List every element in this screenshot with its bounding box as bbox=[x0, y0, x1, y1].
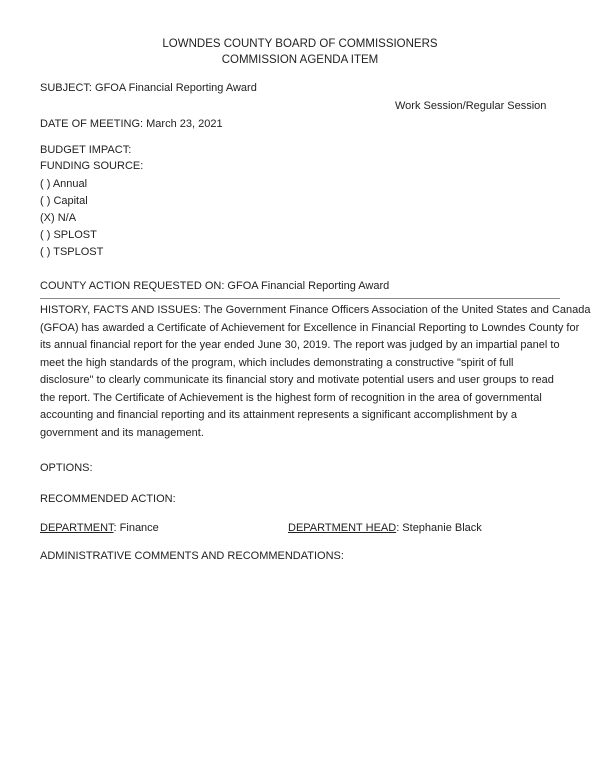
history-line: government and its management. bbox=[40, 426, 204, 439]
admin-comments-label: ADMINISTRATIVE COMMENTS AND RECOMMENDATIONS: bbox=[40, 550, 344, 562]
history-line: (GFOA) has awarded a Certificate of Achievement for Excellence in Financial Reporting to Lowndes County for bbox=[40, 321, 580, 334]
history-line: its annual financial report for the year ended June 30, 2019. The report was judged by an impartial panel to bbox=[40, 339, 560, 351]
subject: SUBJECT: GFOA Financial Reporting Award bbox=[40, 82, 257, 94]
history-line: disclosure" to clearly communicate its financial story and motivate potential users and user groups to read bbox=[40, 374, 554, 386]
divider bbox=[40, 298, 560, 299]
board-title: LOWNDES COUNTY BOARD OF COMMISSIONERS bbox=[162, 38, 438, 50]
meeting-date: DATE OF MEETING: March 23, 2021 bbox=[40, 118, 223, 130]
department-head-label: DEPARTMENT HEAD bbox=[288, 522, 397, 534]
funding-option-na: (X) N/A bbox=[40, 212, 77, 224]
history-line: the report. The Certificate of Achievement is the highest form of recognition in the area of governmental bbox=[40, 391, 542, 404]
department-head bbox=[288, 521, 482, 535]
options-label: OPTIONS: bbox=[40, 462, 93, 474]
funding-option-tsplost: ( ) TSPLOST bbox=[40, 246, 104, 258]
funding-option-capital: ( ) Capital bbox=[40, 195, 88, 207]
funding-option-annual: ( ) Annual bbox=[40, 178, 88, 190]
history-line: accounting and financial reporting and its attainment represents a significant accomplishment by a bbox=[40, 409, 517, 421]
history-line: HISTORY, FACTS AND ISSUES: The Government Finance Officers Association of the United States and Canada bbox=[40, 304, 591, 316]
funding-source-label: FUNDING SOURCE: bbox=[40, 160, 144, 172]
recommended-action-label: RECOMMENDED ACTION: bbox=[40, 493, 176, 505]
department-head-value: : Stephanie Black bbox=[396, 522, 482, 534]
budget-impact-label: BUDGET IMPACT: bbox=[40, 144, 132, 156]
county-action-requested: COUNTY ACTION REQUESTED ON: GFOA Financial Reporting Award bbox=[40, 280, 390, 292]
department bbox=[40, 521, 159, 535]
funding-option-splost: ( ) SPLOST bbox=[40, 229, 97, 241]
department-value: : Finance bbox=[113, 522, 159, 534]
history-line: meet the high standards of the program, which includes demonstrating a constructive "spirit of full bbox=[40, 356, 514, 369]
agenda-item-title: COMMISSION AGENDA ITEM bbox=[221, 54, 379, 66]
department-label: DEPARTMENT bbox=[40, 522, 114, 534]
session-type: Work Session/Regular Session bbox=[395, 100, 547, 112]
